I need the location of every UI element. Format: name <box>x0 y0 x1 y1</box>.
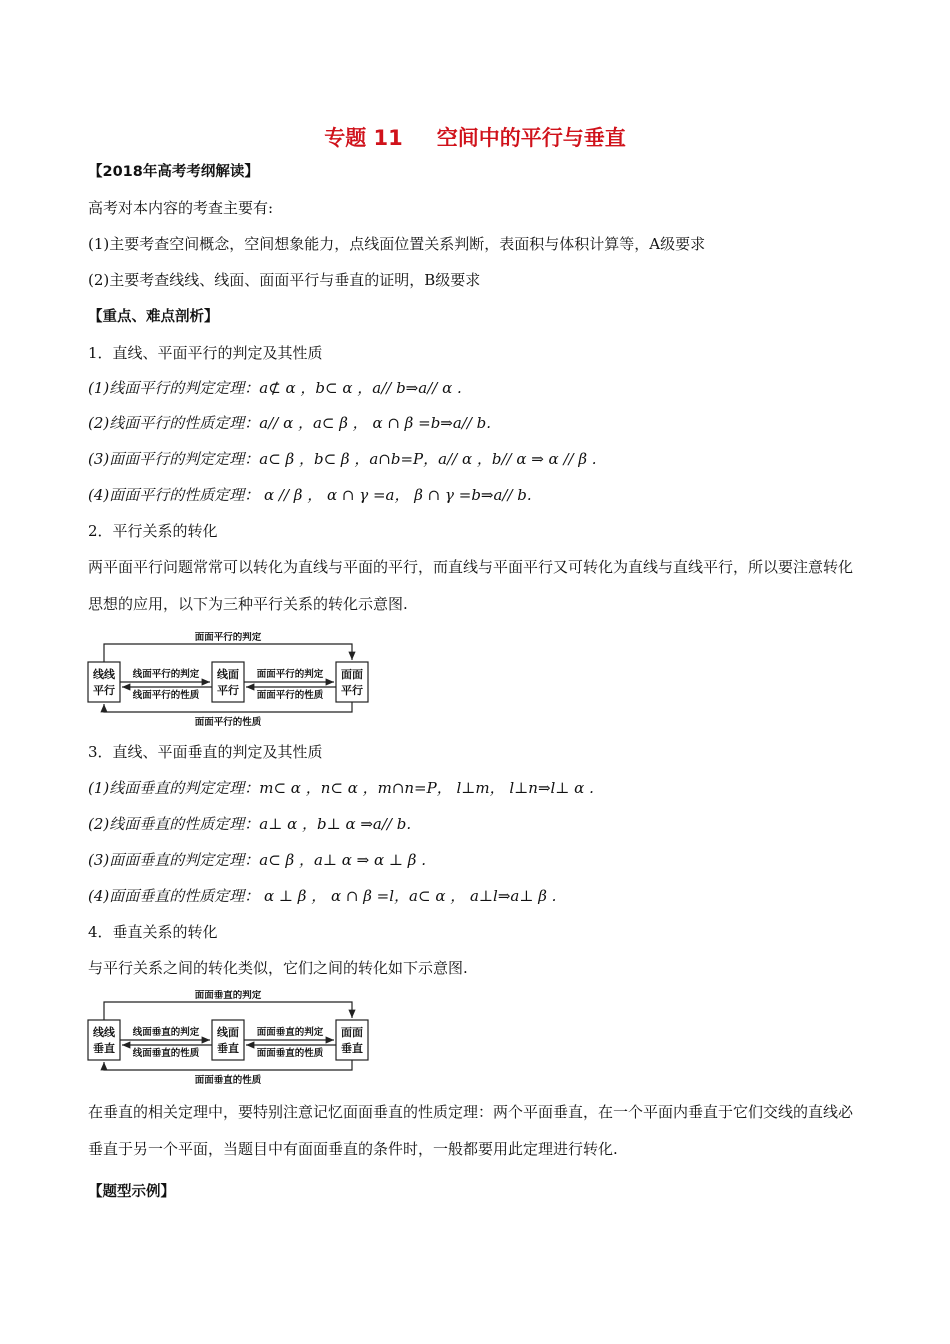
svg-text:平行: 平行 <box>341 684 363 697</box>
svg-text:垂直: 垂直 <box>341 1042 363 1055</box>
node-line-line: 线线 <box>93 668 115 681</box>
perpendicular-conversion-diagram <box>86 990 376 1086</box>
svg-text:垂直: 垂直 <box>217 1042 239 1055</box>
node-line-line: 线线 <box>93 1026 115 1039</box>
heading-perpendicular-theorems: 3．直线、平面垂直的判定及其性质 <box>88 743 323 761</box>
node-plane-plane: 面面 <box>341 668 363 681</box>
heading-parallel-theorems: 1．直线、平面平行的判定及其性质 <box>88 344 323 362</box>
theorem-line: (3)面面垂直的判定定理：a⊂ β ，a⊥ α ⇒ α ⊥ β . <box>88 851 426 869</box>
edge-label: 面面平行的判定 <box>194 632 262 643</box>
section-header-key-points: 【重点、难点剖析】 <box>88 309 219 325</box>
theorem-line: (4)面面垂直的性质定理： α ⊥ β ， α ∩ β =l，a⊂ α ， a⊥l⇒a⊥ β . <box>88 887 557 905</box>
theorem-line: (2)线面平行的性质定理：a// α ，a⊂ β ， α ∩ β =b⇒a// b. <box>88 414 492 432</box>
section-header-syllabus: 【2018年高考考纲解读】 <box>88 164 259 180</box>
edge-label: 面面垂直的性质 <box>194 1075 262 1086</box>
heading-parallel-conversion: 2．平行关系的转化 <box>88 522 218 540</box>
edge-label: 线面垂直的性质 <box>132 1048 200 1059</box>
svg-text:垂直: 垂直 <box>93 1042 115 1055</box>
theorem-line: (1)线面垂直的判定定理：m⊂ α ，n⊂ α ，m∩n=P， l⊥m， l⊥n⇒l⊥ α . <box>88 779 594 797</box>
parallel-conversion-diagram <box>86 632 376 728</box>
svg-text:平行: 平行 <box>217 684 239 697</box>
section-header-examples: 【题型示例】 <box>88 1184 175 1200</box>
page-title: 专题 11 空间中的平行与垂直 <box>324 126 626 150</box>
theorem-line: (3)面面平行的判定定理：a⊂ β ，b⊂ β ，a∩b=P，a// α ，b// α ⇒ α // β . <box>88 450 597 468</box>
theorem-line: (2)线面垂直的性质定理：a⊥ α ，b⊥ α ⇒a// b. <box>88 815 412 833</box>
node-line-plane: 线面 <box>217 668 239 681</box>
node-plane-plane: 面面 <box>341 1026 363 1039</box>
edge-label: 线面平行的性质 <box>132 690 200 701</box>
edge-label: 面面垂直的判定 <box>194 990 262 1001</box>
theorem-line: (1)线面平行的判定定理：a⊄ α ，b⊂ α ，a// b⇒a// α . <box>88 379 462 397</box>
perpendicular-intro: 与平行关系之间的转化类似，它们之间的转化如下示意图. <box>88 959 468 977</box>
paragraph-parallel-conversion: 两平面平行问题常常可以转化为直线与平面的平行，而直线与平面平行又可转化为直线与直线平行，所以要注意转化思想的应用，以下为三种平行关系的转化示意图. <box>88 558 854 613</box>
edge-label: 面面平行的判定 <box>256 669 324 680</box>
edge-label: 面面平行的性质 <box>256 690 324 701</box>
theorem-line: (4)面面平行的性质定理： α // β ， α ∩ γ =a， β ∩ γ =b⇒a// b. <box>88 486 532 504</box>
edge-label: 面面垂直的判定 <box>256 1027 324 1038</box>
edge-label: 面面平行的性质 <box>194 717 262 728</box>
edge-label: 线面平行的判定 <box>132 669 200 680</box>
edge-label: 线面垂直的判定 <box>132 1027 200 1038</box>
edge-label: 面面垂直的性质 <box>256 1048 324 1059</box>
paragraph-perpendicular-note: 在垂直的相关定理中，要特别注意记忆面面垂直的性质定理：两个平面垂直，在一个平面内垂直于它们交线的直线必垂直于另一个平面，当题目中有面面垂直的条件时，一般都要用此定理进行转化. <box>88 1103 854 1158</box>
syllabus-item-2: (2)主要考查线线、线面、面面平行与垂直的证明，B级要求 <box>88 271 481 289</box>
node-line-plane: 线面 <box>217 1026 239 1039</box>
syllabus-intro: 高考对本内容的考查主要有: <box>88 199 274 217</box>
syllabus-item-1: (1)主要考查空间概念，空间想象能力，点线面位置关系判断，表面积与体积计算等，A级要求 <box>88 235 706 253</box>
svg-text:平行: 平行 <box>93 684 115 697</box>
heading-perpendicular-conversion: 4．垂直关系的转化 <box>88 923 218 941</box>
